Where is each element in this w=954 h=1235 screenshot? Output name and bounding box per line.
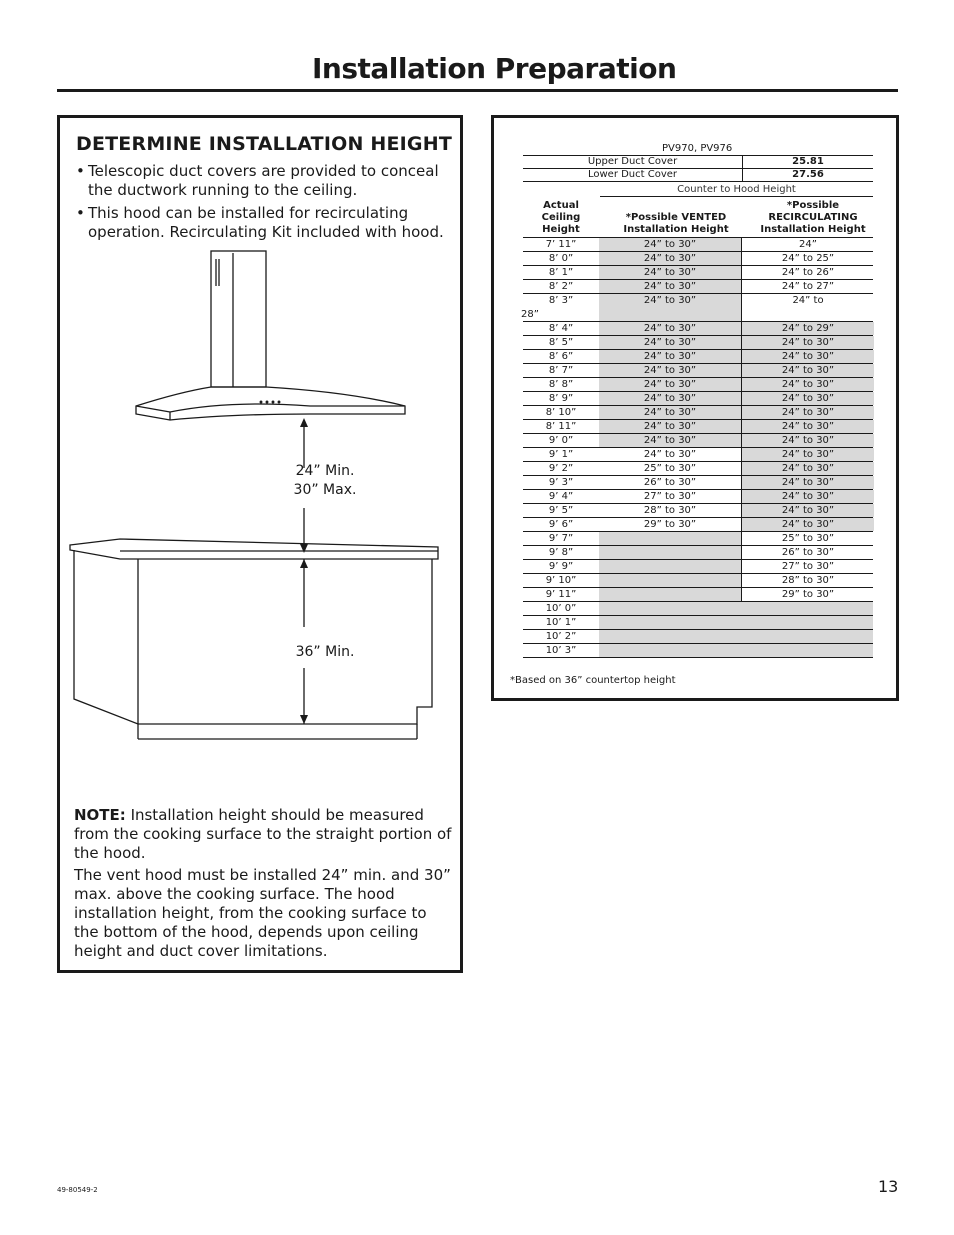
table-row bbox=[523, 322, 873, 336]
ceiling-height-cell: 8’ 2” bbox=[548, 281, 574, 292]
table-row bbox=[523, 266, 873, 280]
vented-height-cell: 24” to 30” bbox=[643, 449, 697, 460]
recirc-height-cell: 24” to 30” bbox=[741, 434, 874, 447]
ceiling-height-cell: 8’ 4” bbox=[548, 323, 574, 334]
vented-height-cell: 24” to 30” bbox=[599, 238, 741, 251]
table-row bbox=[523, 406, 873, 420]
recirc-height-cell: 28” to 30” bbox=[741, 574, 874, 587]
table-row bbox=[523, 252, 873, 266]
table-row bbox=[523, 364, 873, 378]
table-row bbox=[523, 156, 873, 169]
recirc-height-cell: 24” to 30” bbox=[741, 378, 874, 391]
recirc-height-cell: 24” to 30” bbox=[741, 504, 874, 517]
note-label: NOTE: bbox=[74, 806, 126, 824]
vented-height-cell: 27” to 30” bbox=[643, 491, 697, 502]
table-row bbox=[523, 294, 873, 322]
vented-height-cell: 24” to 30” bbox=[599, 266, 741, 279]
table-row bbox=[523, 504, 873, 518]
table-row bbox=[523, 378, 873, 392]
table-row bbox=[523, 490, 873, 504]
recirc-height-cell: 24” to 27” bbox=[741, 280, 874, 293]
ceiling-height-cell: 10’ 3” bbox=[545, 645, 577, 656]
table-row bbox=[523, 644, 873, 658]
vented-height-cell: 24” to 30” bbox=[599, 378, 741, 391]
body-paragraph: The vent hood must be installed 24” min. and 30” max. above the cooking surface. The hood installation height, from the cooking surface to the bottom of the hood, depends upon ceiling height and duct cover limitations. bbox=[74, 866, 451, 960]
group-header: Counter to Hood Height bbox=[600, 183, 873, 197]
ceiling-height-cell: 9’ 11” bbox=[545, 589, 577, 600]
recirc-height-cell: 24” to 30” bbox=[741, 350, 874, 363]
dimension-label-counter: 36” Min. bbox=[295, 644, 355, 660]
duct-cover-table bbox=[523, 155, 873, 182]
vented-height-cell: 24” to 30” bbox=[599, 406, 741, 419]
vented-height-cell bbox=[599, 532, 741, 545]
recirc-height-cell: 24” to 26” bbox=[741, 266, 874, 279]
recirc-height-cell: 24” to 30” bbox=[741, 476, 874, 489]
table-row bbox=[523, 476, 873, 490]
table-row bbox=[523, 630, 873, 644]
ceiling-height-cell: 9’ 5” bbox=[548, 505, 574, 516]
ceiling-height-cell: 9’ 9” bbox=[548, 561, 574, 572]
ceiling-height-cell: 9’ 7” bbox=[548, 533, 574, 544]
duct-label: Upper Duct Cover bbox=[523, 156, 743, 169]
vented-height-cell: 24” to 30” bbox=[599, 364, 741, 377]
bullet-dot: • bbox=[76, 204, 85, 222]
recirc-height-cell: 27” to 30” bbox=[741, 560, 874, 573]
ceiling-height-cell: 8’ 6” bbox=[548, 351, 574, 362]
recirc-wrap-text: 28” bbox=[521, 309, 539, 320]
ceiling-height-cell: 9’ 0” bbox=[548, 435, 574, 446]
column-header-recirc: *Possible RECIRCULATING Installation Height bbox=[760, 200, 866, 235]
table-row bbox=[523, 238, 873, 252]
table-row bbox=[523, 574, 873, 588]
table-footnote: *Based on 36” countertop height bbox=[510, 675, 676, 686]
vented-height-cell: 24” to 30” bbox=[599, 322, 741, 335]
table-row bbox=[523, 350, 873, 364]
table-row bbox=[523, 560, 873, 574]
vented-height-cell: 24” to 30” bbox=[599, 336, 741, 349]
recirc-height-cell: 24” to bbox=[741, 294, 874, 321]
table-row bbox=[523, 546, 873, 560]
recirc-height-cell bbox=[741, 616, 873, 629]
vented-height-cell: 28” to 30” bbox=[643, 505, 697, 516]
column-header-vented: *Possible VENTED Installation Height bbox=[623, 212, 729, 235]
note-text: Installation height should be measured from the cooking surface to the straight portion of the hood. bbox=[74, 806, 452, 862]
column-header-ceiling: Actual Ceiling Height bbox=[541, 200, 581, 235]
recirc-height-cell: 24” to 30” bbox=[741, 406, 874, 419]
recirc-height-cell bbox=[741, 602, 873, 615]
vented-height-cell: 24” to 30” bbox=[599, 392, 741, 405]
duct-value: 25.81 bbox=[743, 156, 874, 169]
table-row bbox=[523, 448, 873, 462]
ceiling-height-cell: 8’ 5” bbox=[548, 337, 574, 348]
recirc-height-cell: 24” to 25” bbox=[741, 252, 874, 265]
vented-height-cell: 26” to 30” bbox=[643, 477, 697, 488]
table-model: PV970, PV976 bbox=[662, 143, 733, 154]
table-row bbox=[523, 518, 873, 532]
duct-label: Lower Duct Cover bbox=[523, 169, 743, 182]
ceiling-height-cell: 9’ 2” bbox=[548, 463, 574, 474]
dimension-label-min: 24” Min. bbox=[295, 463, 355, 479]
countertop bbox=[70, 539, 438, 559]
recirc-height-cell: 26” to 30” bbox=[741, 546, 874, 559]
recirc-height-cell bbox=[741, 630, 873, 643]
ceiling-height-cell: 8’ 10” bbox=[545, 407, 577, 418]
vented-height-cell: 24” to 30” bbox=[599, 434, 741, 447]
vented-height-cell bbox=[599, 644, 741, 657]
note-paragraph bbox=[74, 806, 452, 863]
vented-height-cell bbox=[599, 588, 741, 601]
cabinet bbox=[74, 550, 432, 724]
vented-height-cell: 24” to 30” bbox=[599, 420, 741, 433]
recirc-height-cell: 24” to 30” bbox=[741, 392, 874, 405]
recirc-height-cell: 24” bbox=[741, 238, 874, 251]
page-number: 13 bbox=[878, 1177, 899, 1196]
ceiling-height-cell: 8’ 1” bbox=[548, 267, 574, 278]
vented-height-cell: 24” to 30” bbox=[599, 294, 741, 321]
recirc-height-cell: 24” to 30” bbox=[741, 336, 874, 349]
recirc-height-cell: 24” to 30” bbox=[741, 518, 874, 531]
height-table-panel bbox=[491, 115, 899, 701]
table-row bbox=[523, 280, 873, 294]
title-rule bbox=[57, 89, 898, 92]
recirc-height-cell: 24” to 30” bbox=[741, 462, 874, 475]
table-row bbox=[523, 434, 873, 448]
ceiling-height-cell: 9’ 3” bbox=[548, 477, 574, 488]
vented-height-cell bbox=[599, 602, 741, 615]
table-row bbox=[523, 602, 873, 616]
ceiling-height-cell: 8’ 3” bbox=[548, 295, 574, 306]
dimension-label-max: 30” Max. bbox=[293, 482, 357, 498]
vented-height-cell: 24” to 30” bbox=[599, 280, 741, 293]
ceiling-height-cell: 10’ 1” bbox=[545, 617, 577, 628]
document-number: 49-80549-2 bbox=[57, 1186, 98, 1194]
height-table-body bbox=[523, 238, 873, 658]
ceiling-height-cell: 9’ 6” bbox=[548, 519, 574, 530]
recirc-height-cell bbox=[741, 644, 873, 657]
ceiling-height-cell: 7’ 11” bbox=[545, 239, 577, 250]
hood-installation-diagram bbox=[60, 246, 460, 756]
ceiling-height-cell: 10’ 2” bbox=[545, 631, 577, 642]
bullet-text: This hood can be installed for recirculating operation. Recirculating Kit included with hood. bbox=[88, 204, 444, 241]
recirc-height-cell: 24” to 30” bbox=[741, 448, 874, 461]
vented-height-cell bbox=[599, 616, 741, 629]
ceiling-height-cell: 8’ 11” bbox=[545, 421, 577, 432]
recirc-height-cell: 24” to 30” bbox=[741, 490, 874, 503]
table-row bbox=[523, 420, 873, 434]
ceiling-height-cell: 8’ 8” bbox=[548, 379, 574, 390]
vented-height-cell bbox=[599, 546, 741, 559]
bullet-dot: • bbox=[76, 162, 85, 180]
bullet-item bbox=[76, 162, 458, 200]
ceiling-height-cell: 9’ 1” bbox=[548, 449, 574, 460]
section-heading: DETERMINE INSTALLATION HEIGHT bbox=[76, 133, 452, 155]
duct-value: 27.56 bbox=[743, 169, 874, 182]
recirc-height-cell: 24” to 29” bbox=[741, 322, 874, 335]
bullet-text: Telescopic duct covers are provided to conceal the ductwork running to the ceiling. bbox=[88, 162, 439, 199]
vented-height-cell: 25” to 30” bbox=[643, 463, 697, 474]
page-title: Installation Preparation bbox=[312, 52, 677, 85]
table-row bbox=[523, 532, 873, 546]
bullet-item bbox=[76, 204, 458, 242]
vented-height-cell: 24” to 30” bbox=[599, 350, 741, 363]
table-row bbox=[523, 392, 873, 406]
table-row bbox=[523, 336, 873, 350]
recirc-height-cell: 24” to 30” bbox=[741, 420, 874, 433]
vented-height-cell bbox=[599, 560, 741, 573]
table-row bbox=[523, 462, 873, 476]
ceiling-height-cell: 9’ 10” bbox=[545, 575, 577, 586]
vented-height-cell bbox=[599, 574, 741, 587]
ceiling-height-cell: 10’ 0” bbox=[545, 603, 577, 614]
table-row bbox=[523, 169, 873, 182]
recirc-height-cell: 25” to 30” bbox=[741, 532, 874, 545]
vented-height-cell: 29” to 30” bbox=[643, 519, 697, 530]
table-row bbox=[523, 616, 873, 630]
ceiling-height-cell: 9’ 8” bbox=[548, 547, 574, 558]
recirc-height-cell: 24” to 30” bbox=[741, 364, 874, 377]
table-row bbox=[523, 588, 873, 602]
recirc-height-cell: 29” to 30” bbox=[741, 588, 874, 601]
vented-height-cell: 24” to 30” bbox=[599, 252, 741, 265]
ceiling-height-cell: 9’ 4” bbox=[548, 491, 574, 502]
ceiling-height-cell: 8’ 7” bbox=[548, 365, 574, 376]
ceiling-height-cell: 8’ 9” bbox=[548, 393, 574, 404]
installation-height-panel bbox=[57, 115, 463, 973]
ceiling-height-cell: 8’ 0” bbox=[548, 253, 574, 264]
vented-height-cell bbox=[599, 630, 741, 643]
